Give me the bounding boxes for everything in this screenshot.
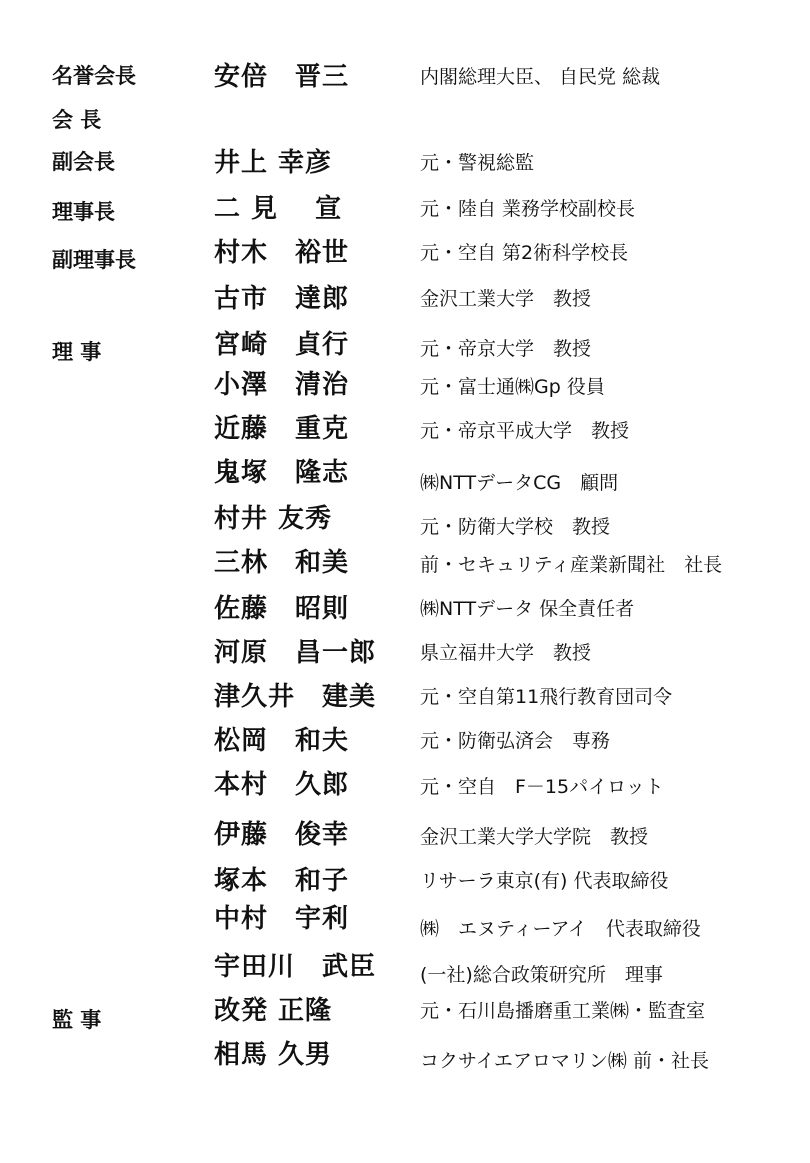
member-row [0, 628, 810, 672]
role-label: 名誉会長 [52, 64, 136, 88]
member-name: 三林 和美 [214, 548, 350, 578]
member-row-chairman [0, 94, 810, 138]
member-row [0, 406, 810, 450]
member-row [0, 584, 810, 628]
member-name: 小澤 清治 [214, 370, 350, 400]
member-affiliation: 内閣総理大臣、 自民党 総裁 [420, 66, 661, 88]
member-row-director-general [0, 184, 810, 228]
member-name: 宇田川 武臣 [214, 952, 377, 982]
role-label: 理事長 [52, 200, 115, 224]
member-name: 津久井 建美 [214, 682, 377, 712]
member-name: 河原 昌一郎 [214, 638, 377, 668]
member-affiliation: 金沢工業大学大学院 教授 [420, 826, 649, 848]
member-row [0, 812, 810, 856]
member-row [0, 942, 810, 986]
member-affiliation: 元・陸自 業務学校副校長 [420, 198, 636, 220]
member-name: 井上 幸彦 [214, 148, 333, 178]
member-affiliation: ㈱NTTデータ 保全責任者 [420, 598, 635, 620]
member-affiliation: 元・石川島播磨重工業㈱・監査室 [420, 1000, 706, 1022]
member-affiliation: 元・防衛大学校 教授 [420, 516, 611, 538]
role-label: 副理事長 [52, 248, 136, 272]
member-row [0, 274, 810, 318]
member-affiliation: ㈱NTTデータCG 顧問 [420, 472, 619, 494]
member-row [0, 362, 810, 406]
member-affiliation: 元・空自第11飛行教育団司令 [420, 686, 673, 708]
role-label: 理 事 [52, 340, 102, 364]
member-name: 村井 友秀 [214, 504, 333, 534]
member-affiliation: 元・帝京平成大学 教授 [420, 420, 630, 442]
member-affiliation: 元・空自 F－15パイロット [420, 776, 664, 798]
member-name: 村木 裕世 [214, 238, 350, 268]
member-row [0, 896, 810, 940]
member-affiliation: 元・防衛弘済会 専務 [420, 730, 611, 752]
member-name: 二 見 宣 [214, 194, 343, 224]
member-affiliation: コクサイエアロマリン㈱ 前・社長 [420, 1050, 709, 1072]
member-name: 佐藤 昭則 [214, 594, 350, 624]
member-row [0, 760, 810, 804]
member-affiliation: 元・空自 第2術科学校長 [420, 242, 629, 264]
member-name: 相馬 久男 [214, 1040, 333, 1070]
member-row [0, 1030, 810, 1074]
member-affiliation: 元・帝京大学 教授 [420, 338, 592, 360]
member-affiliation: 金沢工業大学 教授 [420, 288, 592, 310]
member-row-auditor [0, 986, 810, 1030]
member-name: 塚本 和子 [214, 866, 350, 896]
member-name: 松岡 和夫 [214, 726, 350, 756]
role-label: 副会長 [52, 150, 115, 174]
member-affiliation: 県立福井大学 教授 [420, 642, 592, 664]
member-affiliation: 元・富士通㈱Gp 役員 [420, 376, 605, 398]
member-name: 中村 宇利 [214, 904, 350, 934]
member-row-honorary-chairman [0, 52, 810, 96]
member-row-vice-chairman [0, 138, 810, 182]
member-row [0, 494, 810, 538]
member-row [0, 538, 810, 582]
member-name: 宮崎 貞行 [214, 330, 350, 360]
role-label: 監 事 [52, 1008, 102, 1032]
member-affiliation: 前・セキュリティ産業新聞社 社長 [420, 554, 723, 576]
member-affiliation: 元・警視総監 [420, 152, 535, 174]
member-row [0, 856, 810, 900]
member-row-director [0, 322, 810, 366]
role-label: 会 長 [52, 108, 102, 132]
member-name: 古市 達郎 [214, 284, 350, 314]
member-name: 伊藤 俊幸 [214, 820, 350, 850]
member-affiliation: (一社)総合政策研究所 理事 [420, 964, 663, 986]
member-affiliation: ㈱ エヌティーアイ 代表取締役 [420, 918, 701, 940]
member-row [0, 450, 810, 494]
member-row [0, 716, 810, 760]
member-row-vice-director-general [0, 228, 810, 272]
member-name: 改発 正隆 [214, 996, 333, 1026]
member-name: 安倍 晋三 [214, 62, 350, 92]
member-row [0, 672, 810, 716]
member-affiliation: リサーラ東京(有) 代表取締役 [420, 870, 669, 892]
member-name: 近藤 重克 [214, 414, 350, 444]
member-name: 鬼塚 隆志 [214, 458, 350, 488]
member-name: 本村 久郎 [214, 770, 350, 800]
